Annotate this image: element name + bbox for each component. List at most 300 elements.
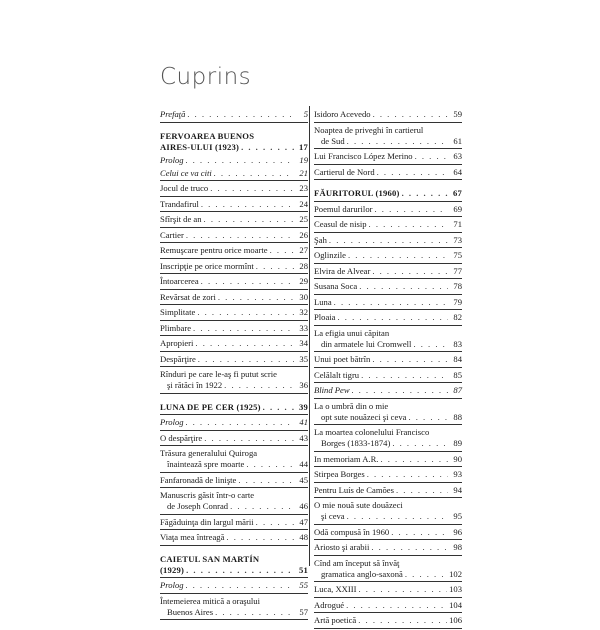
toc-entry-title: de Sud bbox=[321, 135, 345, 146]
toc-entry-line bbox=[314, 354, 462, 365]
toc-entry bbox=[160, 447, 308, 473]
dot-leader bbox=[369, 219, 448, 230]
toc-entry-line bbox=[314, 188, 462, 199]
toc-entry bbox=[314, 187, 462, 202]
toc-entry-line bbox=[160, 168, 308, 179]
toc-right-column bbox=[314, 108, 462, 630]
toc-page-number: 93 bbox=[453, 469, 462, 479]
toc-entry-line bbox=[314, 469, 462, 480]
dot-leader bbox=[391, 527, 448, 538]
dot-leader bbox=[256, 517, 294, 528]
toc-page-number: 30 bbox=[299, 291, 308, 302]
toc-page-number: 39 bbox=[299, 401, 308, 412]
toc-entry-line bbox=[160, 475, 308, 486]
toc-entry bbox=[314, 468, 462, 483]
toc-entry-line bbox=[314, 412, 462, 423]
toc-page-number: 36 bbox=[299, 380, 308, 390]
toc-entry bbox=[160, 244, 308, 259]
dot-leader bbox=[204, 214, 294, 225]
toc-entry bbox=[314, 311, 462, 326]
toc-entry bbox=[314, 353, 462, 368]
dot-leader bbox=[197, 307, 294, 318]
toc-entry-line bbox=[314, 401, 462, 412]
toc-page-number: 73 bbox=[453, 234, 462, 245]
dot-leader bbox=[374, 204, 448, 215]
toc-entry-line bbox=[314, 312, 462, 323]
dot-leader bbox=[193, 323, 294, 334]
toc-entry-line bbox=[160, 142, 308, 153]
dot-leader bbox=[405, 569, 447, 580]
toc-entry-title: Făgăduinţa din largul mării bbox=[160, 516, 254, 527]
dot-leader bbox=[334, 297, 448, 308]
dot-leader bbox=[238, 475, 294, 486]
toc-page-number: 55 bbox=[299, 580, 308, 590]
toc-entry-title: Luca, XXIII bbox=[314, 584, 357, 594]
toc-entry-line bbox=[314, 500, 462, 511]
dot-leader bbox=[352, 385, 448, 396]
toc-entry-title: Cînd am început să învăţ bbox=[314, 557, 400, 568]
toc-entry-title: înaintează spre moarte bbox=[167, 459, 245, 469]
toc-entry bbox=[160, 516, 308, 531]
toc-entry bbox=[160, 579, 308, 594]
toc-entry-line bbox=[160, 131, 308, 142]
toc-entry-title: Prefaţă bbox=[160, 109, 186, 119]
toc-entry-line bbox=[160, 433, 308, 444]
toc-entry-title: (1929) bbox=[160, 564, 185, 575]
toc-page-number: 45 bbox=[299, 474, 308, 485]
dot-leader bbox=[373, 109, 448, 120]
toc-entry-line bbox=[314, 511, 462, 522]
toc-entry-title: Prolog bbox=[160, 154, 184, 165]
toc-entry-line bbox=[160, 580, 308, 591]
toc-entry-title: Cartier bbox=[160, 229, 184, 240]
toc-page-number: 88 bbox=[453, 411, 462, 422]
toc-page-number: 75 bbox=[453, 250, 462, 260]
toc-page-number: 82 bbox=[453, 312, 462, 322]
toc-entry-line bbox=[314, 250, 462, 261]
toc-page-number: 47 bbox=[299, 516, 308, 527]
toc-entry-line bbox=[314, 427, 462, 438]
dot-leader bbox=[396, 485, 448, 496]
toc-entry-line bbox=[160, 607, 308, 618]
dot-leader bbox=[186, 580, 294, 591]
toc-entry-title: La moartea colonelului Francisco bbox=[314, 427, 430, 437]
toc-page-number: 41 bbox=[299, 417, 308, 427]
toc-entry-line bbox=[160, 109, 308, 120]
toc-entry-line bbox=[314, 167, 462, 178]
toc-entry-title: Prolog bbox=[160, 580, 184, 590]
toc-page-number: 106 bbox=[449, 615, 462, 625]
dot-leader bbox=[256, 261, 294, 272]
toc-entry-title: de Joseph Conrad bbox=[167, 501, 229, 511]
toc-entry bbox=[160, 553, 308, 579]
toc-entry-title: Întoarcerea bbox=[160, 276, 199, 286]
toc-entry-title: LUNA DE PE CER (1925) bbox=[160, 401, 261, 412]
toc-entry-title: Inscripţie pe orice mormînt bbox=[160, 260, 254, 271]
toc-page-number: 28 bbox=[299, 260, 308, 271]
toc-entry-line bbox=[160, 307, 308, 318]
toc-entry-line bbox=[160, 417, 308, 428]
toc-page-number: 84 bbox=[453, 354, 462, 364]
toc-entry-line bbox=[314, 600, 462, 611]
toc-entry-title: Simplitate bbox=[160, 307, 196, 317]
toc-entry-title: gramatica anglo-saxonă bbox=[321, 568, 403, 579]
toc-entry-title: Ploaia bbox=[314, 312, 336, 322]
toc-entry-line bbox=[314, 527, 462, 538]
toc-entry-title: Oglinzile bbox=[314, 250, 346, 260]
toc-page-number: 33 bbox=[299, 322, 308, 333]
toc-entry bbox=[314, 150, 462, 165]
toc-entry-line bbox=[160, 369, 308, 380]
dot-leader bbox=[337, 312, 448, 323]
toc-entry-title: AIRES-ULUI (1923) bbox=[160, 141, 240, 152]
toc-page-number: 67 bbox=[453, 188, 462, 198]
toc-page-number: 69 bbox=[453, 203, 462, 214]
dot-leader bbox=[210, 183, 294, 194]
toc-entry-line bbox=[314, 569, 462, 580]
dot-leader bbox=[402, 188, 448, 199]
toc-entry bbox=[160, 130, 308, 154]
toc-page-number: 96 bbox=[453, 526, 462, 537]
toc-entry-line bbox=[160, 155, 308, 166]
toc-entry-title: Elvira de Alvear bbox=[314, 265, 371, 276]
toc-entry bbox=[160, 108, 308, 123]
toc-entry bbox=[160, 306, 308, 321]
toc-entry-line bbox=[160, 292, 308, 303]
toc-entry-title: La o umbră din o mie bbox=[314, 400, 389, 411]
toc-entry-title: Întemeierea mitică a oraşului bbox=[160, 595, 260, 606]
toc-entry-title: La efigia unui căpitan bbox=[314, 327, 390, 338]
toc-entry-title: şi ceva bbox=[321, 511, 345, 521]
toc-entry bbox=[160, 291, 308, 306]
toc-entry-line bbox=[160, 354, 308, 365]
dot-leader bbox=[186, 417, 294, 428]
dot-leader bbox=[367, 469, 448, 480]
toc-page-number: 48 bbox=[299, 532, 308, 542]
toc-entry bbox=[314, 265, 462, 280]
toc-entry bbox=[314, 400, 462, 426]
toc-entry-title: Trăsura generalului Quiroga bbox=[160, 448, 258, 458]
toc-page-number: 61 bbox=[453, 135, 462, 146]
toc-entry bbox=[160, 154, 308, 167]
toc-entry bbox=[314, 453, 462, 468]
toc-entry-title: Viaţa mea întreagă bbox=[160, 532, 225, 542]
toc-entry-line bbox=[160, 276, 308, 287]
toc-entry bbox=[160, 595, 308, 621]
toc-page-number: 87 bbox=[453, 385, 462, 395]
toc-page-number: 94 bbox=[453, 484, 462, 495]
toc-entry-line bbox=[160, 554, 308, 565]
toc-entry-line bbox=[314, 485, 462, 496]
dot-leader bbox=[377, 167, 448, 178]
toc-entry-line bbox=[314, 219, 462, 230]
dot-leader bbox=[214, 168, 294, 179]
toc-page-number: 24 bbox=[299, 198, 308, 209]
toc-entry-line bbox=[314, 385, 462, 396]
toc-entry-title: Artă poetică bbox=[314, 615, 357, 625]
toc-entry-title: Revărsat de zori bbox=[160, 291, 216, 302]
toc-entry-line bbox=[314, 136, 462, 147]
dot-leader bbox=[359, 281, 448, 292]
toc-entry-title: O despărţire bbox=[160, 432, 203, 443]
toc-page-number: 64 bbox=[453, 166, 462, 177]
toc-entry bbox=[314, 280, 462, 295]
dot-leader bbox=[348, 250, 448, 261]
toc-page-number: 104 bbox=[449, 599, 462, 610]
toc-entry bbox=[314, 614, 462, 629]
column-divider bbox=[309, 106, 310, 566]
toc-entry-title: Susana Soca bbox=[314, 281, 358, 291]
toc-entry-title: Lui Francisco López Merino bbox=[314, 151, 413, 161]
dot-leader bbox=[361, 370, 448, 381]
toc-page-number: 34 bbox=[299, 338, 308, 348]
toc-entry-title: Cartierul de Nord bbox=[314, 166, 375, 177]
toc-entry bbox=[314, 249, 462, 264]
dot-leader bbox=[198, 354, 294, 365]
toc-entry-line bbox=[160, 338, 308, 349]
toc-entry-title: Şah bbox=[314, 234, 327, 245]
dot-leader bbox=[230, 501, 294, 512]
dot-leader bbox=[201, 276, 294, 287]
toc-entry-title: Luna bbox=[314, 296, 332, 307]
toc-left-column bbox=[160, 108, 308, 621]
toc-entry-line bbox=[314, 266, 462, 277]
toc-entry-title: Rînduri pe care le-aş fi putut scrie bbox=[160, 369, 277, 379]
toc-entry bbox=[160, 322, 308, 337]
toc-entry-title: O mie nouă sute douăzeci bbox=[314, 500, 403, 510]
toc-entry-title: Jocul de truco bbox=[160, 183, 209, 193]
toc-entry bbox=[160, 401, 308, 416]
toc-entry-title: Adrogué bbox=[314, 599, 345, 610]
toc-page-number: 23 bbox=[299, 183, 308, 193]
dot-leader bbox=[380, 454, 448, 465]
toc-entry-title: Plimbare bbox=[160, 322, 192, 333]
toc-entry-line bbox=[160, 565, 308, 576]
toc-entry-line bbox=[314, 370, 462, 381]
toc-entry-line bbox=[314, 125, 462, 136]
toc-page-number: 29 bbox=[299, 276, 308, 286]
dot-leader bbox=[392, 438, 448, 449]
toc-page-number: 78 bbox=[453, 281, 462, 291]
toc-entry bbox=[314, 583, 462, 598]
toc-entry-line bbox=[160, 230, 308, 241]
toc-page-number: 35 bbox=[299, 353, 308, 364]
page-title: Cuprins bbox=[160, 64, 252, 90]
toc-page-number: 63 bbox=[453, 151, 462, 161]
toc-entry-title: FĂURITORUL (1960) bbox=[314, 188, 400, 198]
toc-entry-title: In memoriam A.R. bbox=[314, 453, 379, 464]
toc-entry-line bbox=[314, 584, 462, 595]
toc-page-number: 25 bbox=[299, 214, 308, 224]
dot-leader bbox=[241, 142, 294, 153]
toc-page-number: 90 bbox=[453, 453, 462, 464]
toc-entry bbox=[160, 531, 308, 546]
toc-entry bbox=[314, 426, 462, 452]
toc-entry-line bbox=[160, 183, 308, 194]
toc-entry-title: Trandafirul bbox=[160, 198, 199, 209]
toc-entry-title: FERVOAREA BUENOS bbox=[160, 130, 255, 141]
toc-entry-title: Buenos Aires bbox=[167, 606, 214, 617]
toc-page-number: 57 bbox=[299, 606, 308, 617]
toc-entry-title: Ceasul de nisip bbox=[314, 219, 367, 229]
toc-entry-title: Unui poet bătrîn bbox=[314, 354, 371, 364]
toc-entry-line bbox=[314, 328, 462, 339]
dot-leader bbox=[263, 402, 294, 413]
toc-entry-title: Stirpea Borges bbox=[314, 469, 365, 479]
toc-entry-line bbox=[160, 459, 308, 470]
dot-leader bbox=[226, 532, 294, 543]
toc-entry bbox=[314, 203, 462, 218]
toc-entry bbox=[314, 484, 462, 499]
toc-page-number: 43 bbox=[299, 432, 308, 443]
toc-entry-line bbox=[314, 281, 462, 292]
toc-entry bbox=[314, 166, 462, 181]
toc-entry bbox=[314, 108, 462, 123]
toc-entry-title: Prolog bbox=[160, 417, 184, 427]
dot-leader bbox=[346, 600, 447, 611]
dot-leader bbox=[187, 109, 294, 120]
toc-entry-line bbox=[314, 558, 462, 569]
dot-leader bbox=[347, 511, 448, 522]
toc-entry bbox=[160, 368, 308, 394]
toc-entry bbox=[314, 369, 462, 384]
dot-leader bbox=[246, 459, 294, 470]
toc-entry bbox=[314, 384, 462, 399]
toc-entry-title: Apropieri bbox=[160, 338, 194, 348]
toc-entry-title: din armatele lui Cromwell bbox=[321, 338, 412, 349]
toc-entry bbox=[314, 124, 462, 150]
toc-entry bbox=[160, 353, 308, 368]
toc-entry-line bbox=[314, 151, 462, 162]
toc-entry bbox=[160, 416, 308, 431]
dot-leader bbox=[195, 338, 294, 349]
toc-entry-title: şi rătăci în 1922 bbox=[167, 380, 223, 390]
toc-page-number: 32 bbox=[299, 307, 308, 317]
dot-leader bbox=[224, 380, 294, 391]
toc-page-number: 5 bbox=[303, 109, 308, 119]
dot-leader bbox=[329, 235, 448, 246]
toc-page-number: 89 bbox=[453, 438, 462, 448]
toc-page-number: 102 bbox=[449, 568, 462, 579]
toc-entry bbox=[160, 182, 308, 197]
toc-entry-title: Celui ce va citi bbox=[160, 167, 212, 178]
toc-entry-line bbox=[160, 517, 308, 528]
toc-entry-title: Pentru Luís de Camões bbox=[314, 484, 394, 495]
toc-page-number: 19 bbox=[299, 154, 308, 165]
toc-page-number: 98 bbox=[453, 542, 462, 552]
dot-leader bbox=[186, 230, 294, 241]
toc-entry-line bbox=[160, 261, 308, 272]
toc-entry bbox=[160, 489, 308, 515]
dot-leader bbox=[408, 412, 448, 423]
toc-page-number: 85 bbox=[453, 369, 462, 380]
toc-entry-title: Sfîrşit de an bbox=[160, 214, 202, 224]
toc-entry bbox=[314, 526, 462, 541]
toc-entry bbox=[314, 218, 462, 233]
toc-entry-line bbox=[314, 454, 462, 465]
toc-entry bbox=[314, 499, 462, 525]
dot-leader bbox=[372, 354, 448, 365]
toc-entry-line bbox=[160, 402, 308, 413]
toc-entry-title: Manuscris găsit într-o carte bbox=[160, 490, 255, 500]
toc-entry-title: CAIETUL SAN MARTÍN bbox=[160, 553, 260, 564]
toc-entry-line bbox=[160, 214, 308, 225]
dot-leader bbox=[358, 584, 447, 595]
dot-leader bbox=[218, 292, 294, 303]
toc-entry bbox=[160, 213, 308, 228]
toc-entry-line bbox=[160, 199, 308, 210]
toc-entry bbox=[160, 198, 308, 213]
toc-page-number: 83 bbox=[453, 338, 462, 349]
toc-entry-title: opt sute nouăzeci şi ceva bbox=[321, 411, 407, 422]
toc-entry-line bbox=[160, 245, 308, 256]
toc-page-number: 103 bbox=[449, 584, 462, 594]
toc-entry-line bbox=[314, 235, 462, 246]
toc-entry-line bbox=[160, 380, 308, 391]
toc-entry bbox=[314, 296, 462, 311]
toc-entry-line bbox=[314, 109, 462, 120]
toc-entry bbox=[314, 541, 462, 556]
dot-leader bbox=[372, 266, 448, 277]
toc-entry-line bbox=[314, 542, 462, 553]
toc-entry-title: Celălalt tigru bbox=[314, 369, 360, 380]
toc-entry bbox=[314, 557, 462, 583]
dot-leader bbox=[186, 155, 294, 166]
toc-entry-line bbox=[314, 615, 462, 626]
dot-leader bbox=[347, 136, 448, 147]
toc-entry-line bbox=[160, 448, 308, 459]
toc-entry-line bbox=[160, 323, 308, 334]
toc-entry bbox=[160, 229, 308, 244]
toc-entry-title: Blind Pew bbox=[314, 385, 350, 395]
toc-entry-title: Remuşcare pentru orice moarte bbox=[160, 245, 268, 255]
dot-leader bbox=[186, 565, 294, 576]
toc-entry-title: Fanfaronadă de linişte bbox=[160, 474, 237, 485]
toc-entry bbox=[314, 327, 462, 353]
toc-entry-line bbox=[314, 204, 462, 215]
dot-leader bbox=[270, 245, 294, 256]
dot-leader bbox=[413, 339, 448, 350]
toc-page-number: 95 bbox=[453, 511, 462, 521]
toc-entry-line bbox=[314, 438, 462, 449]
toc-page-number: 77 bbox=[453, 265, 462, 276]
toc-entry-line bbox=[314, 339, 462, 350]
toc-entry-title: Poemul darurilor bbox=[314, 203, 373, 214]
toc-page-number: 26 bbox=[299, 229, 308, 240]
dot-leader bbox=[201, 199, 294, 210]
toc-entry bbox=[314, 599, 462, 614]
toc-entry bbox=[314, 234, 462, 249]
dot-leader bbox=[215, 607, 294, 618]
toc-entry-title: Ariosto şi arabii bbox=[314, 542, 370, 552]
toc-entry bbox=[160, 474, 308, 489]
toc-entry-line bbox=[160, 501, 308, 512]
dot-leader bbox=[358, 615, 447, 626]
toc-entry bbox=[160, 260, 308, 275]
toc-entry-title: Isidoro Acevedo bbox=[314, 109, 371, 119]
toc-page-number: 79 bbox=[453, 296, 462, 307]
dot-leader bbox=[204, 433, 294, 444]
toc-page-number: 71 bbox=[453, 219, 462, 229]
toc-page-number: 51 bbox=[299, 564, 308, 575]
dot-leader bbox=[415, 151, 448, 162]
toc-page-number: 44 bbox=[299, 459, 308, 469]
toc-entry-title: Borges (1833-1874) bbox=[321, 438, 391, 448]
toc-entry-line bbox=[314, 297, 462, 308]
toc-entry-title: Odă compusă în 1960 bbox=[314, 526, 390, 537]
toc-page-number: 59 bbox=[453, 109, 462, 119]
toc-entry bbox=[160, 432, 308, 447]
